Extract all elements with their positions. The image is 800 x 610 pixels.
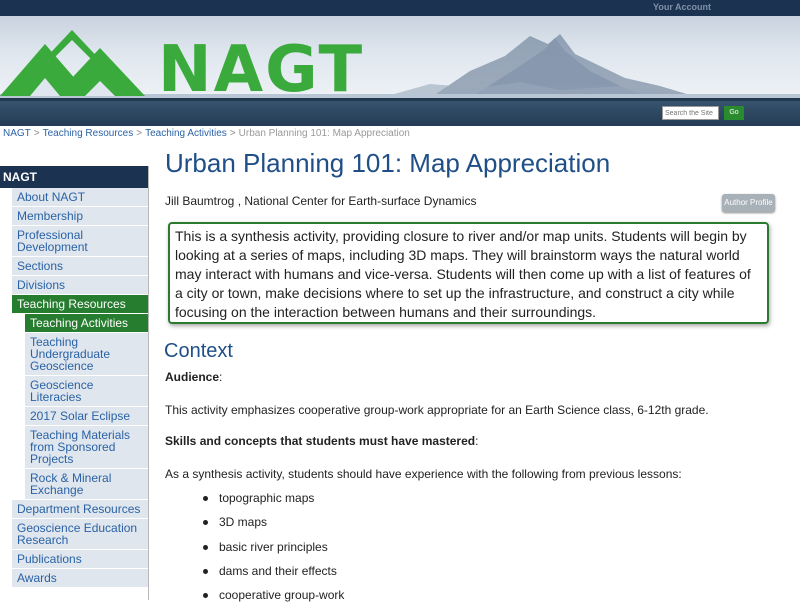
audience-label-line: Audience: — [165, 370, 223, 384]
skills-label: Skills and concepts that students must have mastered — [165, 434, 476, 448]
skills-label-line: Skills and concepts that students must have mastered: — [165, 434, 479, 448]
sidebar-item-membership[interactable]: Membership — [12, 207, 148, 226]
sidebar-item-sections[interactable]: Sections — [12, 257, 148, 276]
summary-box: This is a synthesis activity, providing closure to river and/or map units. Students will begin by looking at a series of maps, including 3D maps. They will brainstorm ways the natural world may interact with humans and vice-versa. Students will then come up with a list of features of a city or town, make decisions where to set up the infrastructure, and construct a city while focusing on the interaction between humans and their surroundings. — [168, 222, 769, 324]
sidebar-item-divisions[interactable]: Divisions — [12, 276, 148, 295]
sidebar-subitem-2017-solar-eclipse[interactable]: 2017 Solar Eclipse — [25, 407, 148, 426]
skills-list — [200, 489, 344, 610]
sidebar-heading[interactable]: NAGT — [0, 166, 148, 188]
breadcrumb-teaching-activities[interactable]: Teaching Activities — [145, 128, 227, 139]
sidebar-subitem-sponsored-projects[interactable]: Teaching Materials from Sponsored Projects — [25, 426, 148, 469]
sidebar-item-awards[interactable]: Awards — [12, 569, 148, 588]
sidebar-item-publications[interactable]: Publications — [12, 550, 148, 569]
site-banner — [0, 16, 800, 98]
sidebar-subitem-teaching-activities[interactable]: Teaching Activities — [25, 314, 148, 333]
nagt-logo-icon — [0, 26, 150, 98]
nagt-logo-text: NAGT — [158, 33, 365, 98]
list-item: 3D maps — [200, 513, 344, 537]
list-item: dams and their effects — [200, 562, 344, 586]
your-account-link[interactable]: Your Account — [653, 2, 711, 12]
top-bar — [0, 0, 800, 16]
list-item: basic river principles — [200, 538, 344, 562]
sidebar-subitem-teaching-undergraduate-geoscience[interactable]: Teaching Undergraduate Geoscience — [25, 333, 148, 376]
breadcrumb-nagt[interactable]: NAGT — [3, 128, 31, 139]
search-input[interactable] — [662, 106, 719, 120]
sidebar-item-geoscience-education-research[interactable]: Geoscience Education Research — [12, 519, 148, 550]
sidebar-item-about-nagt[interactable]: About NAGT — [12, 188, 148, 207]
sidebar — [0, 166, 149, 600]
skills-intro: As a synthesis activity, students should have experience with the following from previous lessons: — [165, 467, 682, 481]
sidebar-item-teaching-resources[interactable]: Teaching Resources — [12, 295, 148, 314]
page-title: Urban Planning 101: Map Appreciation — [165, 148, 611, 178]
sidebar-subitem-rock-mineral-exchange[interactable]: Rock & Mineral Exchange — [25, 469, 148, 500]
audience-label: Audience — [165, 370, 220, 384]
sidebar-item-professional-development[interactable]: Professional Development — [12, 226, 148, 257]
sidebar-subitem-geoscience-literacies[interactable]: Geoscience Literacies — [25, 376, 148, 407]
breadcrumb: NAGT > Teaching Resources > Teaching Activities > Urban Planning 101: Map Appreciation — [3, 128, 410, 139]
list-item: cooperative group-work — [200, 586, 344, 610]
list-item: topographic maps — [200, 489, 344, 513]
audience-text: This activity emphasizes cooperative group-work appropriate for an Earth Science class, 6-12th grade. — [165, 403, 709, 417]
author-profile-button[interactable]: Author Profile — [722, 194, 775, 212]
author-line: Jill Baumtrog , National Center for Earth-surface Dynamics — [165, 194, 477, 208]
search-go-button[interactable]: Go — [724, 106, 744, 120]
breadcrumb-teaching-resources[interactable]: Teaching Resources — [42, 128, 134, 139]
sidebar-item-department-resources[interactable]: Department Resources — [12, 500, 148, 519]
context-heading: Context — [164, 340, 233, 362]
breadcrumb-current: Urban Planning 101: Map Appreciation — [238, 128, 410, 139]
